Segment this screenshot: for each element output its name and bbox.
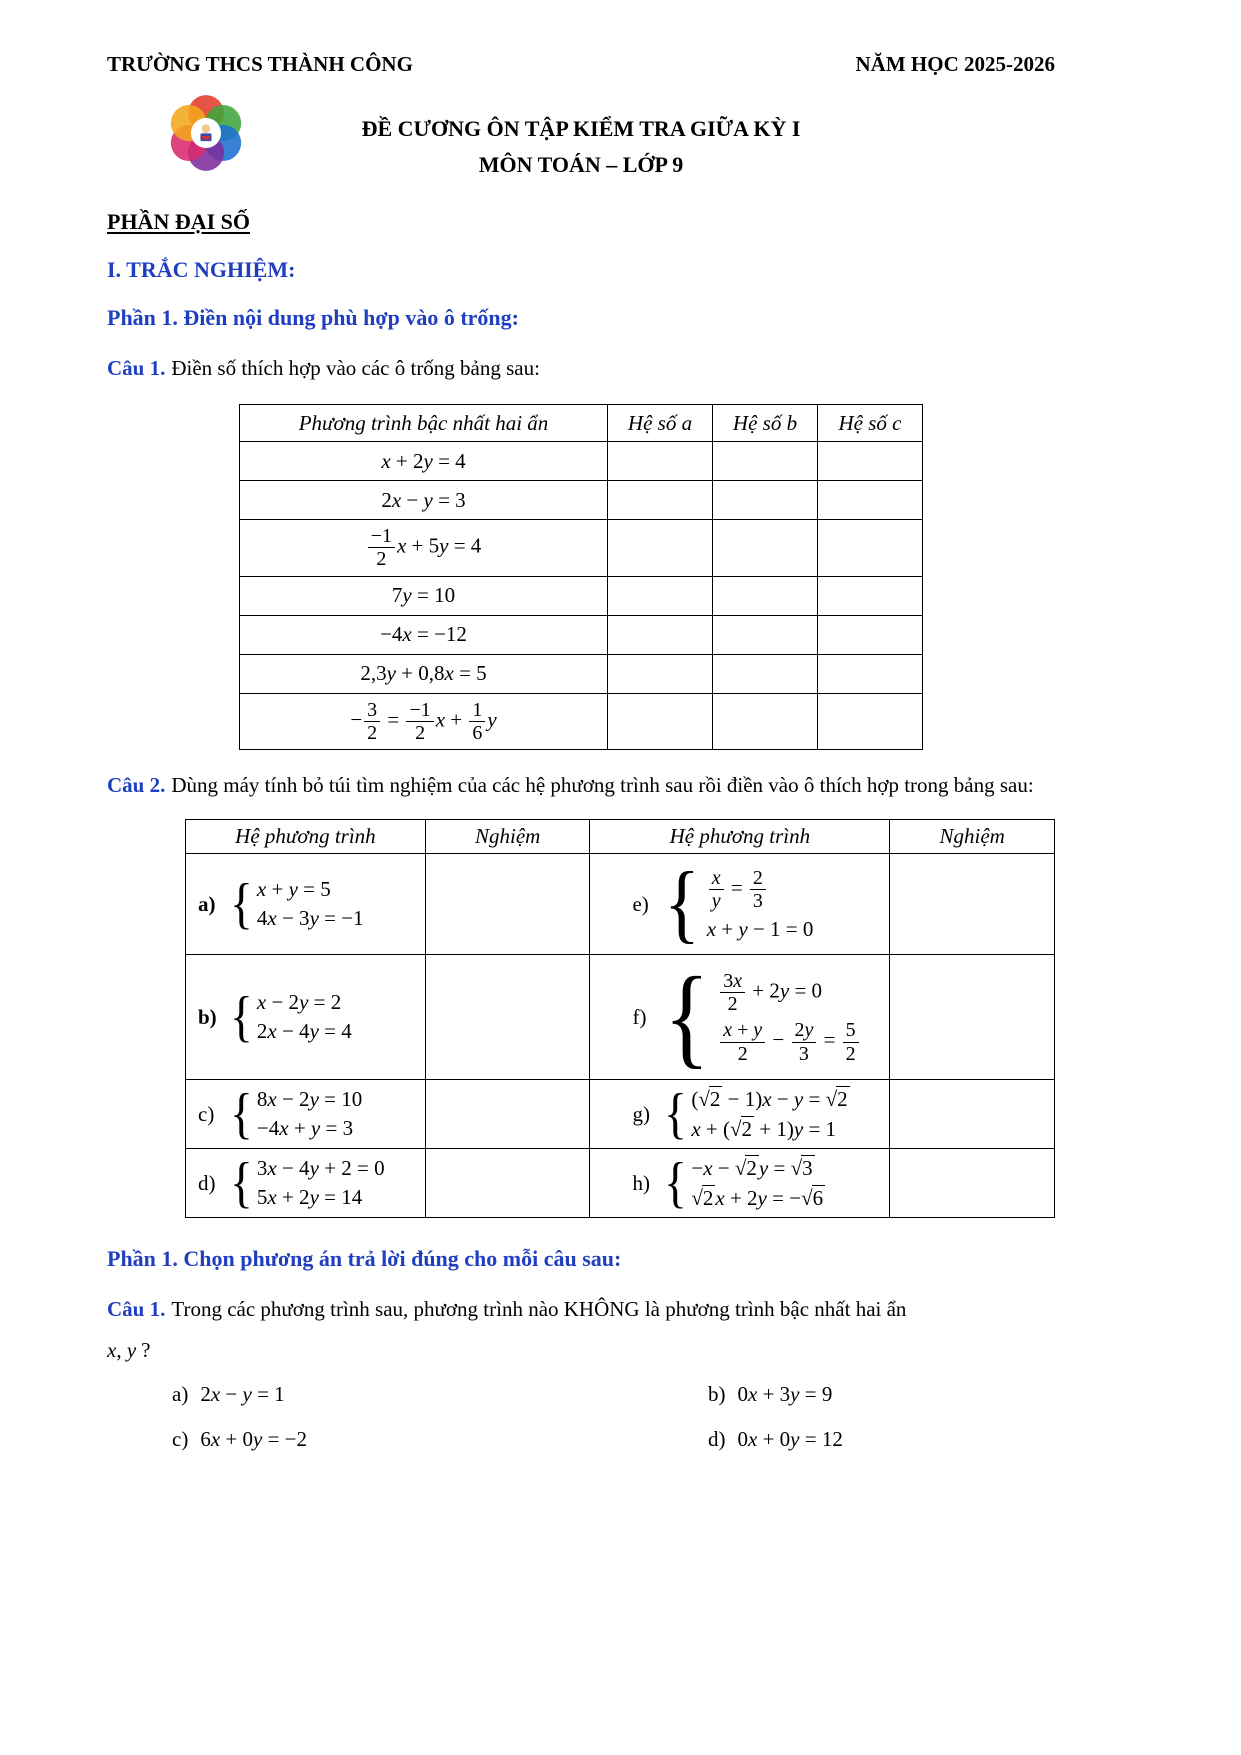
section-heading-algebra: PHẦN ĐẠI SỐ (107, 209, 251, 234)
cau1-paragraph (107, 349, 1055, 388)
answer-cell (425, 1149, 590, 1218)
table-row (240, 693, 923, 750)
answer-cell (818, 654, 923, 693)
table-row (240, 442, 923, 481)
answer-cell (890, 1080, 1055, 1149)
equation: −4x + y = 3 (256, 1116, 354, 1141)
system-cell (590, 1149, 890, 1218)
system-cell (186, 1149, 426, 1218)
answer-cell (425, 854, 590, 955)
system-cell (590, 1080, 890, 1149)
answer-cell (425, 1080, 590, 1149)
cau1-mcq-text: Trong các phương trình sau, phương trình nào KHÔNG là phương trình bậc nhất hai ẩn (171, 1297, 907, 1322)
equation-system (664, 855, 814, 953)
system-cell (186, 1080, 426, 1149)
answer-cell (890, 1149, 1055, 1218)
system-brace: { (230, 1083, 253, 1146)
school-name: TRƯỜNG THCS THÀNH CÔNG (107, 52, 413, 76)
system-brace: { (230, 986, 253, 1049)
equation-cell: −4x = −12 (240, 615, 608, 654)
math-vars: x, y (107, 1338, 137, 1363)
equation: x + y − 1 = 0 (706, 916, 814, 941)
option-c (172, 1427, 708, 1452)
equation-cell: $\frac{-1}{2}$ x + 5y = 4 (240, 520, 608, 577)
equation: $\frac{3x}{2}$ + 2y = 0 (718, 970, 822, 1016)
header-cell: Nghiệm (890, 820, 1055, 854)
system-brace: { (664, 1152, 688, 1215)
table-row (240, 576, 923, 615)
item-label: h) (632, 1170, 650, 1195)
equation: 8x − 2y = 10 (256, 1087, 363, 1112)
answer-cell (890, 955, 1055, 1080)
answer-cell (713, 442, 818, 481)
equation: x + y = 5 (256, 877, 331, 902)
cau1-label: Câu 1. (107, 356, 166, 380)
table-header-row (240, 405, 923, 442)
answer-cell (425, 955, 590, 1080)
item-label: c) (198, 1101, 215, 1126)
header-cell: Hệ số a (608, 405, 713, 442)
question-mark: ? (141, 1338, 151, 1363)
equation-cell: − $\frac{3}{2}$ = $\frac{-1}{2}$ x + $\frac{1}{6}$ y (240, 693, 608, 750)
equation-cell: 2x − y = 3 (240, 481, 608, 520)
system-brace: { (230, 873, 253, 936)
cau2-label: Câu 2. (107, 773, 166, 798)
system-cell (590, 854, 890, 955)
header-cell: Nghiệm (425, 820, 590, 854)
equation: 4x − 3y = −1 (256, 906, 364, 931)
equation-system (664, 1152, 825, 1215)
answer-cell (608, 520, 713, 577)
part1-choose-heading: Phần 1. Chọn phương án trả lời đúng cho mỗi câu sau: (107, 1246, 622, 1272)
cau1-mcq-vars-line (107, 1331, 1055, 1370)
answer-cell (713, 693, 818, 750)
cau1-mcq-label: Câu 1. (107, 1297, 166, 1322)
doc-title-line2: MÔN TOÁN – LỚP 9 (478, 152, 684, 177)
item-label: d) (198, 1170, 216, 1195)
system-brace: { (230, 1152, 253, 1215)
answer-cell (713, 654, 818, 693)
part1-fill-heading: Phần 1. Điền nội dung phù hợp vào ô trống: (107, 305, 519, 330)
answer-cell (608, 693, 713, 750)
answer-cell (608, 481, 713, 520)
table-header-row (186, 820, 1055, 854)
table-row (240, 520, 923, 577)
table-row (240, 615, 923, 654)
system-brace: { (664, 955, 711, 1080)
doc-title (107, 111, 1055, 183)
equation-system (664, 1083, 849, 1146)
table-row (186, 1149, 1055, 1218)
item-label: e) (632, 891, 649, 916)
equation: x + (√2 + 1)y = 1 (691, 1117, 837, 1142)
header-cell: Hệ phương trình (186, 820, 426, 854)
equation: 3x − 4y + 2 = 0 (256, 1156, 385, 1181)
answer-cell (713, 520, 818, 577)
table-row (186, 854, 1055, 955)
coefficients-table (239, 404, 923, 750)
answer-cell (818, 693, 923, 750)
option-equation: 2x − y = 1 (200, 1382, 285, 1407)
header-cell: Hệ số c (818, 405, 923, 442)
answer-cell (608, 654, 713, 693)
system-brace: { (664, 855, 701, 953)
equation: 5x + 2y = 14 (256, 1185, 363, 1210)
equation-cell: x + 2y = 4 (240, 442, 608, 481)
option-label: a) (172, 1382, 189, 1407)
answer-cell (608, 576, 713, 615)
header-cell: Hệ số b (713, 405, 818, 442)
answer-cell (818, 481, 923, 520)
section-heading-mcq: I. TRẮC NGHIỆM: (107, 257, 296, 282)
item-label: g) (632, 1101, 650, 1126)
answer-cell (818, 442, 923, 481)
system-brace: { (664, 1083, 688, 1146)
equation-cell: 7y = 10 (240, 576, 608, 615)
item-label: b) (198, 1004, 217, 1029)
table-row (240, 654, 923, 693)
header-cell: Phương trình bậc nhất hai ẩn (240, 405, 608, 442)
equation: x − 2y = 2 (256, 990, 342, 1015)
answer-cell (818, 520, 923, 577)
option-label: b) (708, 1382, 726, 1407)
option-equation: 0x + 0y = 12 (737, 1427, 843, 1452)
systems-table (185, 819, 1055, 1218)
equation: $\frac{x + y}{2}$ − $\frac{2y}{3}$ = $\frac{5}{2}$ (718, 1019, 860, 1065)
answer-cell (818, 615, 923, 654)
equation: $\frac{x}{y}$ = $\frac{2}{3}$ (707, 867, 768, 913)
option-equation: 6x + 0y = −2 (200, 1427, 308, 1452)
equation-system (230, 873, 364, 936)
cau1-mcq-paragraph (107, 1290, 1055, 1329)
equation: √2x + 2y = −√6 (691, 1186, 824, 1211)
answer-cell (890, 854, 1055, 955)
answer-cell (608, 615, 713, 654)
equation-system (664, 955, 860, 1080)
system-cell (186, 854, 426, 955)
equation: −x − √2y = √3 (691, 1156, 813, 1181)
table-row (186, 955, 1055, 1080)
header-cell: Hệ phương trình (590, 820, 890, 854)
equation-system (230, 986, 352, 1049)
answer-cell (713, 481, 818, 520)
document-header (107, 52, 1055, 77)
table-row (240, 481, 923, 520)
answer-cell (818, 576, 923, 615)
item-label: a) (198, 891, 216, 916)
option-label: c) (172, 1427, 189, 1452)
equation: (√2 − 1)x − y = √2 (691, 1087, 848, 1112)
answer-cell (608, 442, 713, 481)
option-a (172, 1382, 708, 1407)
option-b (708, 1382, 1055, 1407)
system-cell (186, 955, 426, 1080)
answer-options (107, 1382, 1055, 1452)
equation-system (230, 1152, 385, 1215)
option-label: d) (708, 1427, 726, 1452)
item-label: f) (632, 1004, 647, 1029)
table-row (186, 1080, 1055, 1149)
cau2-paragraph (107, 766, 1055, 805)
option-d (708, 1427, 1055, 1452)
answer-cell (713, 615, 818, 654)
equation: 2x − 4y = 4 (256, 1019, 352, 1044)
school-logo (163, 90, 249, 176)
school-year: NĂM HỌC 2025-2026 (855, 52, 1055, 76)
cau1-text: Điền số thích hợp vào các ô trống bảng sau: (171, 356, 540, 380)
option-equation: 0x + 3y = 9 (737, 1382, 833, 1407)
equation-system (230, 1083, 363, 1146)
system-cell (590, 955, 890, 1080)
cau2-text: Dùng máy tính bỏ túi tìm nghiệm của các hệ phương trình sau rồi điền vào ô thích hợp trong bảng sau: (171, 773, 1034, 798)
doc-title-line1: ĐỀ CƯƠNG ÔN TẬP KIỂM TRA GIỮA KỲ I (361, 116, 801, 141)
equation-cell: 2,3y + 0,8x = 5 (240, 654, 608, 693)
answer-cell (713, 576, 818, 615)
